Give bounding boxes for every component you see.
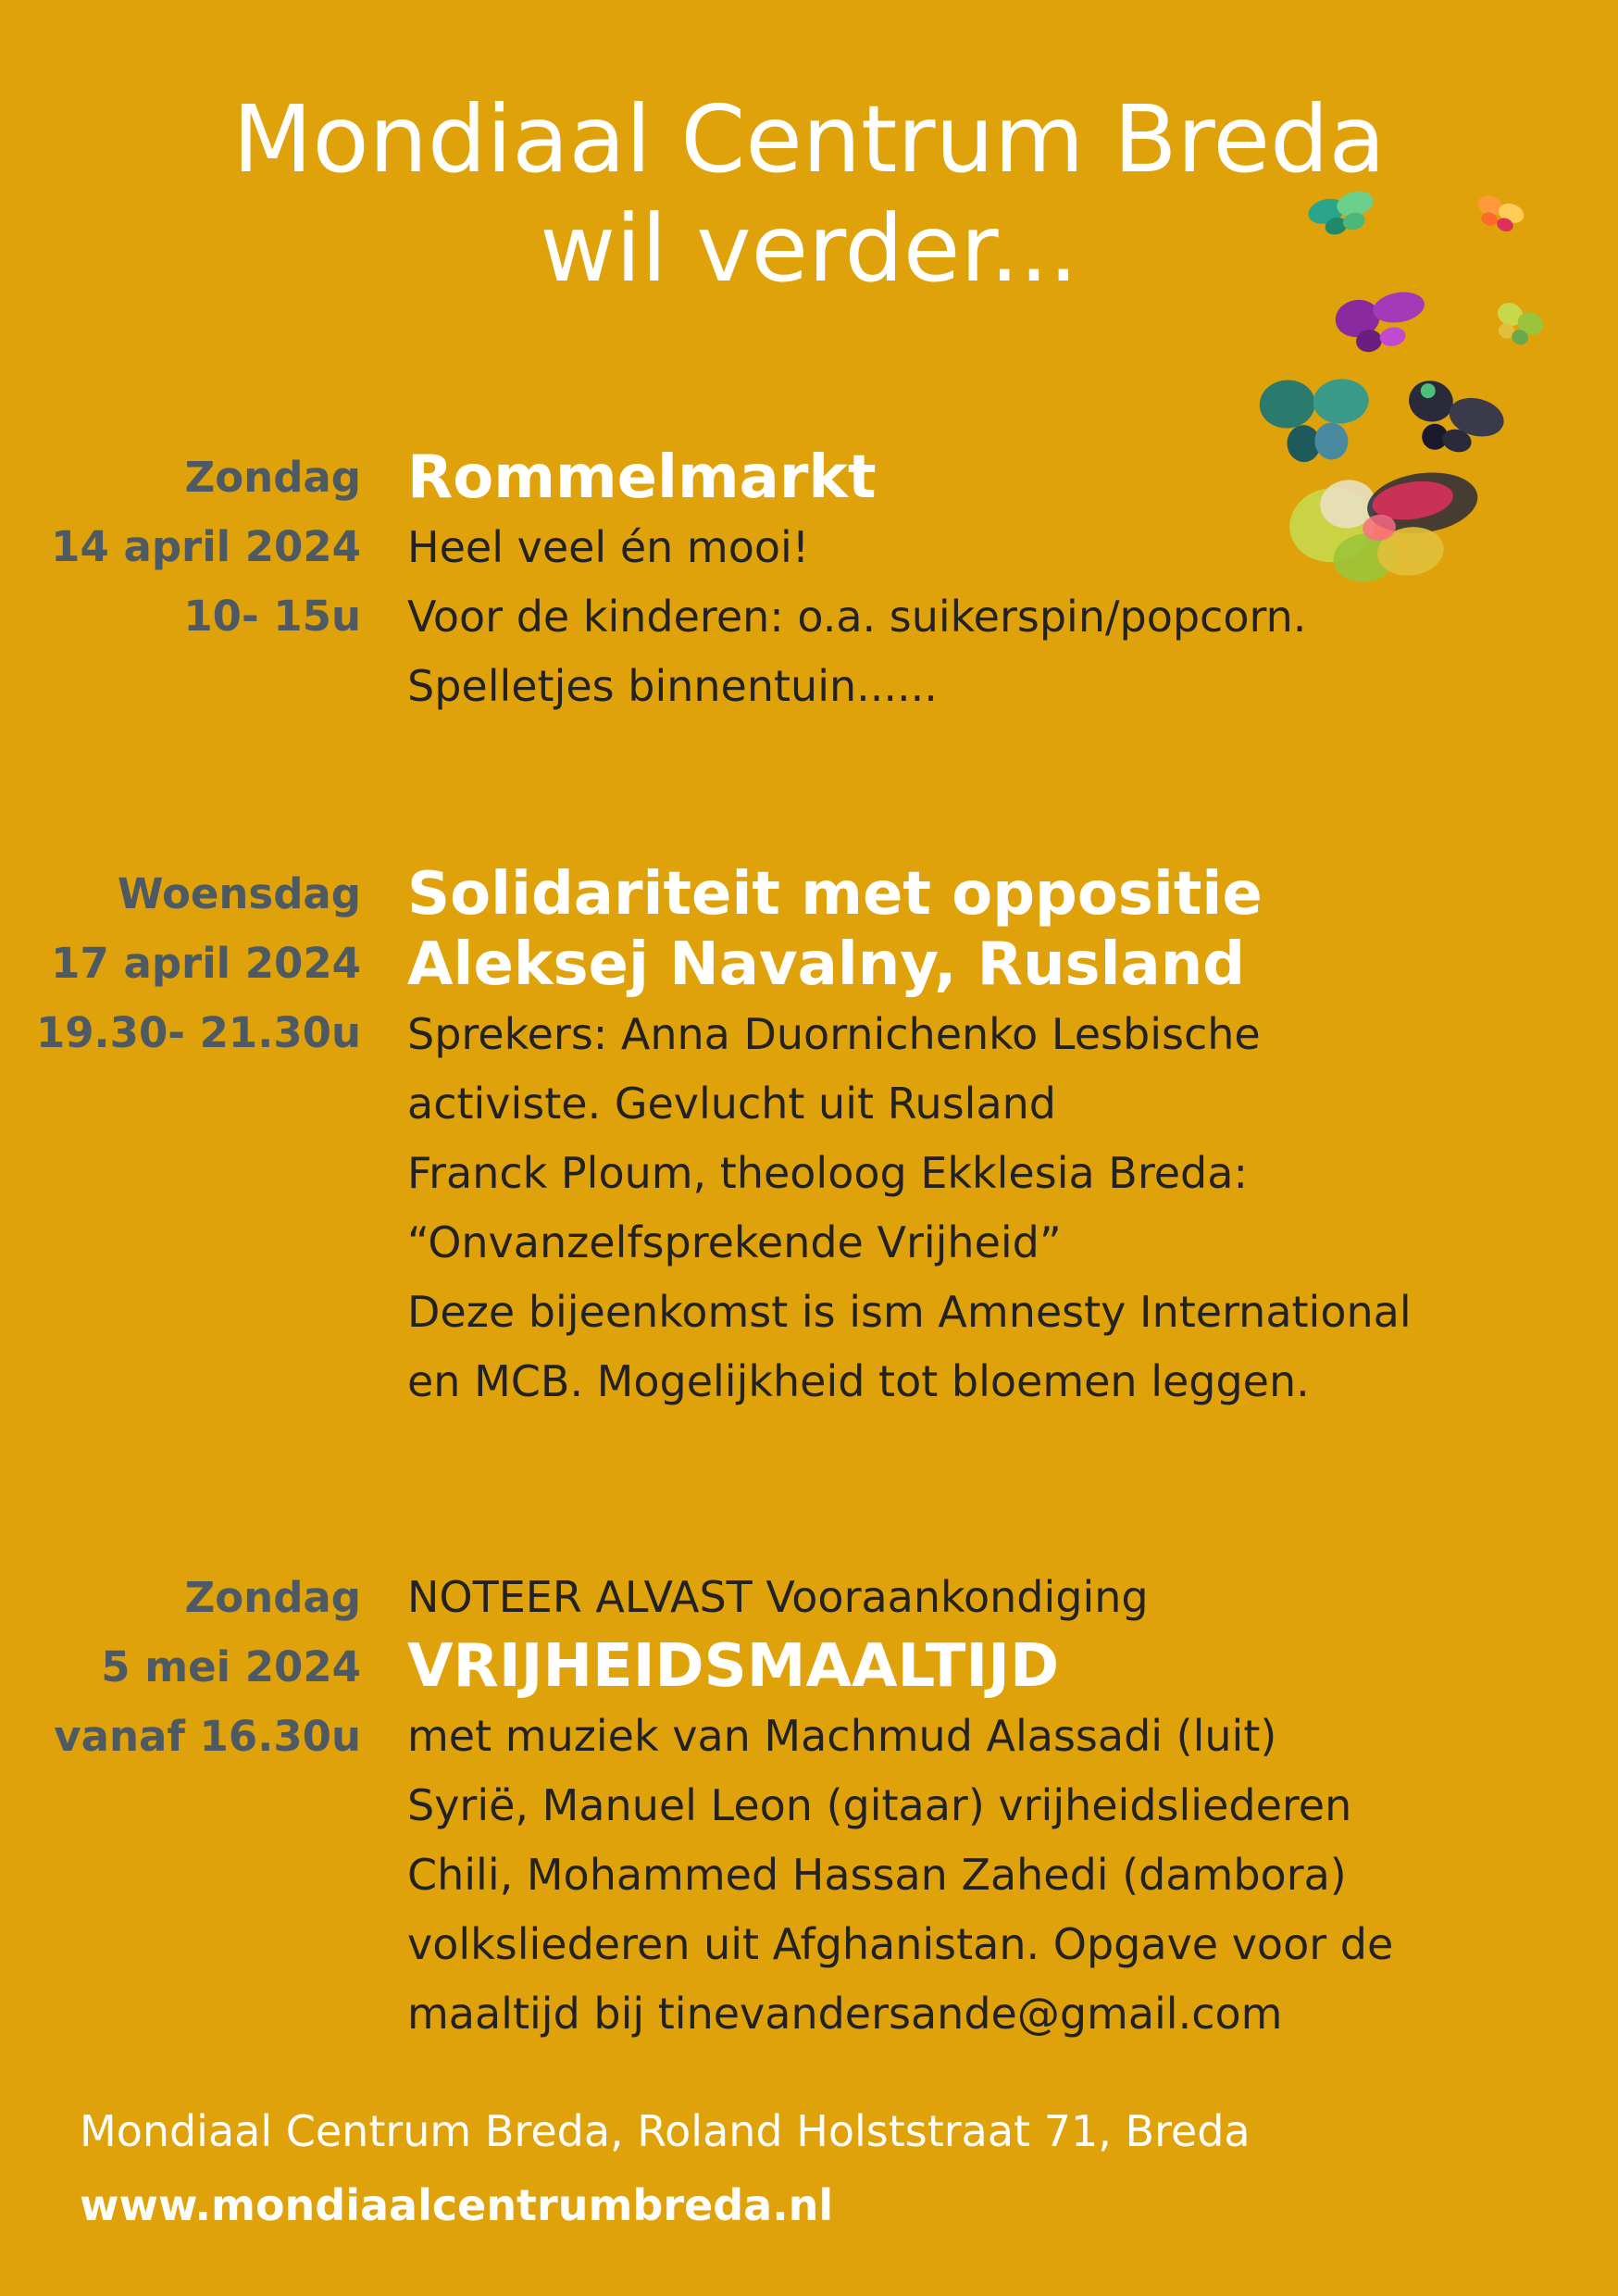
footer [80, 2094, 1251, 2242]
event-date-text: 14 april 2024 [51, 522, 361, 571]
event-date [51, 443, 361, 651]
event-line: volksliederen uit Afghanistan. Opgave voor de [407, 1919, 1394, 1969]
event-time: 19.30- 21.30u [35, 1008, 361, 1057]
event-day: Zondag [184, 453, 361, 502]
event-line: Syrië, Manuel Leon (gitaar) vrijheidsliederen [407, 1780, 1352, 1830]
event-line: Deze bijeenkomst is ism Amnesty International [407, 1287, 1412, 1337]
event-line: activiste. Gevlucht uit Rusland [407, 1079, 1056, 1129]
event-line: Chili, Mohammed Hassan Zahedi (dambora) [407, 1850, 1347, 1900]
event-date [36, 859, 361, 1067]
event-day: Zondag [184, 1573, 361, 1622]
event-line: Voor de kinderen: o.a. suikerspin/popcorn. [407, 592, 1307, 642]
event-line: “Onvanzelfsprekende Vrijheid” [407, 1217, 1062, 1267]
event-headline: Aleksej Navalny, Rusland [407, 930, 1246, 999]
event-time: 10- 15u [183, 592, 361, 641]
event-time: vanaf 16.30u [54, 1712, 361, 1761]
event-day: Woensdag [117, 869, 361, 918]
event-content [407, 1563, 1574, 2049]
event-line: Spelletjes binnentuin...... [407, 661, 938, 711]
event-line: met muziek van Machmud Alassadi (luit) [407, 1711, 1277, 1761]
event-line: Franck Ploum, theoloog Ekklesia Breda: [407, 1148, 1248, 1198]
event-line: Sprekers: Anna Duornichenko Lesbische [407, 1009, 1261, 1059]
event-content [407, 859, 1574, 1416]
event-headline: VRIJHEIDSMAALTIJD [407, 1632, 1060, 1701]
event-date [54, 1563, 361, 1771]
event-line: maaltijd bij tinevandersande@gmail.com [407, 1989, 1283, 2039]
event-line: en MCB. Mogelijkheid tot bloemen leggen. [407, 1356, 1310, 1406]
footer-website-link[interactable]: www.mondiaalcentrumbreda.nl [80, 2180, 834, 2230]
event-pre-title: NOTEER ALVAST Vooraankondiging [407, 1572, 1149, 1622]
footer-address: Mondiaal Centrum Breda, Roland Holststraat 71, Breda [80, 2106, 1251, 2156]
event-line: Heel veel én mooi! [407, 522, 810, 572]
title-line-2: wil verder... [540, 194, 1078, 303]
event-headline: Solidariteit met oppositie [407, 860, 1263, 929]
event-date-text: 5 mei 2024 [101, 1642, 361, 1691]
title-line-1: Mondiaal Centrum Breda [232, 85, 1386, 193]
event-date-text: 17 april 2024 [51, 939, 361, 988]
event-content [407, 443, 1574, 721]
event-headline: Rommelmarkt [407, 443, 877, 512]
